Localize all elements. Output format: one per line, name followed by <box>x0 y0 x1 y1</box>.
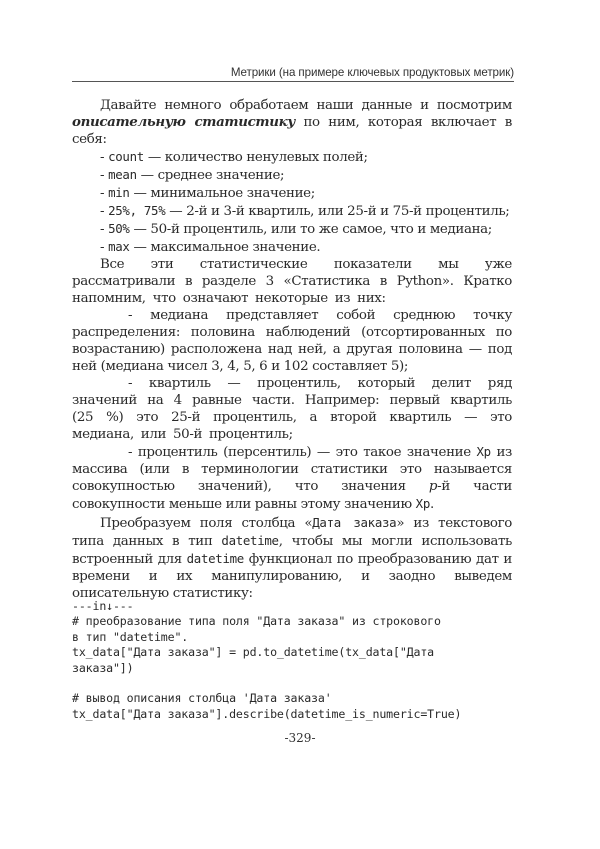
text: , чтобы мы могли использовать встроенный для <box>72 534 512 567</box>
intro-text-end: по ним, которая включает в себя: <box>72 115 512 147</box>
code-line: в тип "datetime". <box>72 629 189 644</box>
code-line: ---in↓--- <box>72 599 134 613</box>
text: . <box>430 497 434 512</box>
list-code: 25%, 75% <box>108 203 166 218</box>
list-text: — 50-й процентиль, или то же самое, что и медиана; <box>129 222 492 237</box>
text: -й части совокупности меньше или равны этому значению <box>72 479 512 512</box>
list-text: — минимальное значение; <box>129 186 315 201</box>
code-term: Xp <box>415 496 430 511</box>
code-term: Xp <box>476 444 491 459</box>
code-line: # вывод описания столбца 'Дата заказа' <box>72 691 332 706</box>
text: » из текстового типа данных в тип <box>72 516 512 549</box>
transform-paragraph <box>72 514 512 602</box>
italic-term: p <box>428 479 438 494</box>
text: функционал по преобразованию дат и времени и их манипулированию, и заодно выведем описательную статистику: <box>72 552 512 601</box>
median-definition: - медиана представляет собой среднюю точку распределения: половина наблюдений (отсортированных по возрастанию) расположена над ней, а другая половина — под ней (медиана чисел 3, 4, 5, 6 и 102 составляет 5); <box>72 308 512 374</box>
code-line: # преобразование типа поля "Дата заказа" из строкового <box>72 614 441 629</box>
text: - процентиль (персентиль) — это такое значение <box>128 445 477 460</box>
page-number: -329- <box>284 731 316 745</box>
intro-text: Давайте немного обработаем наши данные и посмотрим <box>100 98 512 113</box>
list-text: — максимальное значение. <box>129 240 321 255</box>
page-body <box>72 97 512 602</box>
list-item: - count — количество ненулевых полей; <box>100 149 368 165</box>
list-item: - mean — среднее значение; <box>100 167 285 183</box>
code-block <box>72 599 522 722</box>
list-text: — количество ненулевых полей; <box>143 150 368 165</box>
list-item: - max — максимальное значение. <box>100 239 321 255</box>
code-line: заказа"]) <box>72 660 134 675</box>
stats-list <box>72 148 512 256</box>
emphasis-term: описательную статистику <box>72 114 295 130</box>
code-term: datetime <box>221 533 279 548</box>
list-item: - min — минимальное значение; <box>100 185 315 201</box>
list-code: count <box>108 149 144 164</box>
text: из массива (или в терминологии статистики это называется совокупностью значений), что значения <box>72 445 512 494</box>
list-text: — среднее значение; <box>136 168 285 183</box>
list-item: - 50% — 50-й процентиль, или то же самое, что и медиана; <box>100 221 492 237</box>
percentile-definition <box>72 443 512 513</box>
list-text: — 2-й и 3-й квартиль, или 25-й и 75-й процентиль; <box>165 204 510 219</box>
list-code: mean <box>108 167 137 182</box>
intro-paragraph <box>72 97 512 148</box>
code-line <box>72 676 522 691</box>
list-item: - 25%, 75% — 2-й и 3-й квартиль, или 25-й и 75-й процентиль; <box>100 203 510 219</box>
recap-paragraph: Все эти статистические показатели мы уже рассматривали в разделе 3 «Статистика в Python». Кратко напомним, что означают некоторые из них: <box>72 257 512 306</box>
list-code: 50% <box>108 221 130 236</box>
code-term: Дата заказа <box>312 515 397 530</box>
running-title: Метрики (на примере ключевых продуктовых метрик) <box>230 66 514 79</box>
code-line: tx_data["Дата заказа"].describe(datetime_is_numeric=True) <box>72 706 462 721</box>
running-header <box>72 66 514 82</box>
text: Преобразуем поля столбца « <box>100 516 313 531</box>
code-line: tx_data["Дата заказа"] = pd.to_datetime(tx_data["Дата <box>72 645 434 660</box>
code-term: datetime <box>186 551 244 566</box>
list-code: max <box>108 239 130 254</box>
list-code: min <box>108 185 130 200</box>
quartile-definition: - квартиль — процентиль, который делит ряд значений на 4 равные части. Например: первый квартиль (25 %) это 25-й процентиль, а второй квартиль — это медиана, или 50-й процентиль; <box>72 376 512 442</box>
